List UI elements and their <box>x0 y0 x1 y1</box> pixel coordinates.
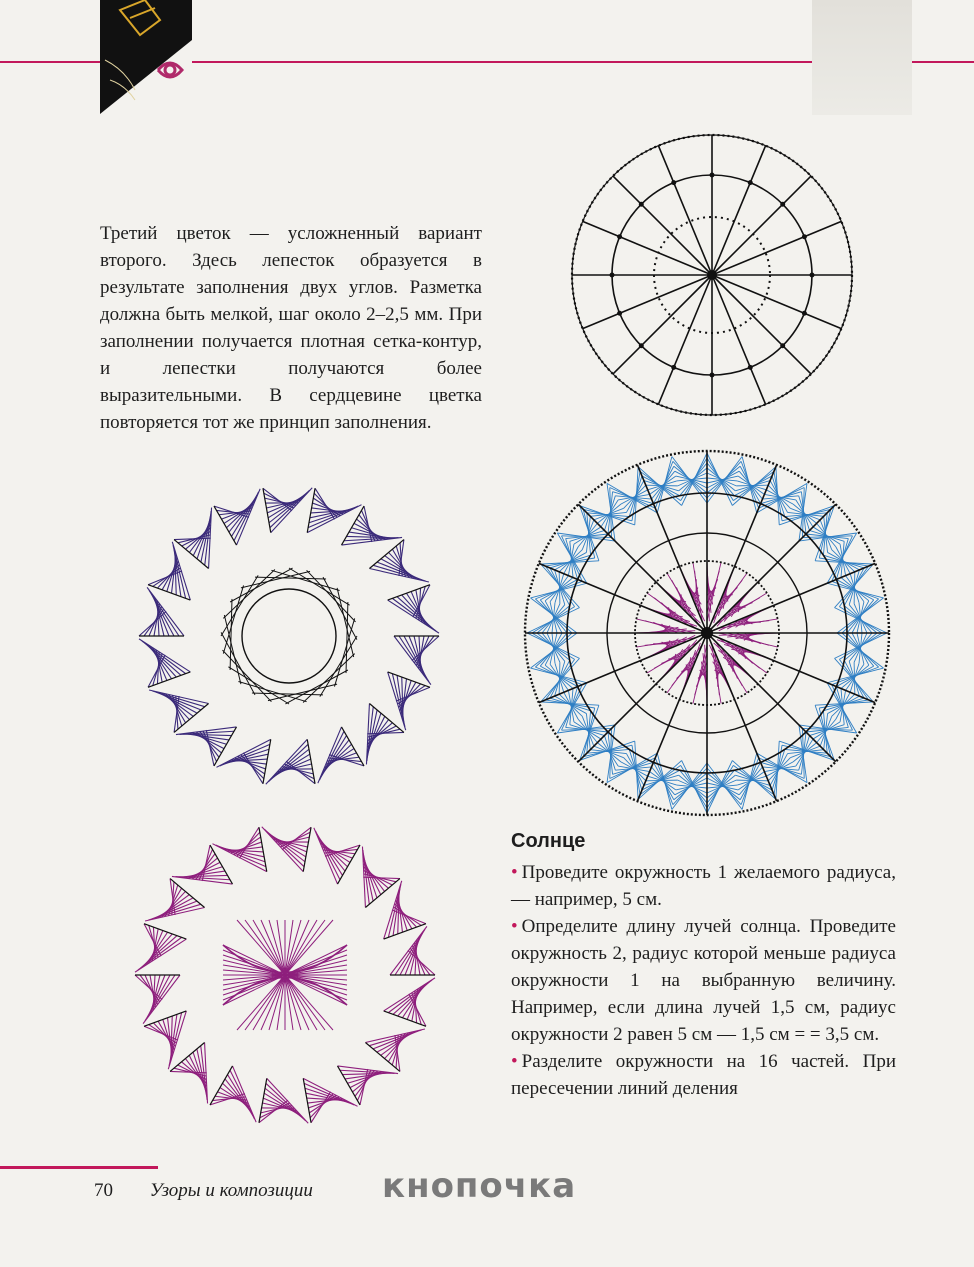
instruction-bullet-3: • Разделите окружности на 16 частей. При пересечении линий деления <box>511 1051 896 1099</box>
bullet-dot-icon: • <box>511 916 518 937</box>
instructions-column <box>511 828 896 1102</box>
flower-pattern-with-bow-core <box>130 820 450 1140</box>
page-number: 70 <box>94 1180 113 1201</box>
intro-paragraph: Третий цветок — усложненный вариант второго. Здесь лепесток образуется в результате заполнения двух углов. Разметка должна быть мелкой, шаг около 2–2,5 мм. При заполнении получается плотная сетка-контур, и лепестки получаются более выразительными. В сердцевине цветка повторяется тот же принцип заполнения. <box>100 223 482 433</box>
bullet-dot-icon: • <box>511 1051 518 1072</box>
embroidery-corner-image <box>100 0 192 114</box>
flower-pattern-with-ring-core <box>134 478 454 798</box>
footer-section-title: Узоры и композиции <box>149 1180 313 1201</box>
sun-layout-diagram <box>567 130 857 420</box>
sun-thread-pattern <box>522 448 892 818</box>
bottom-accent-rule <box>0 1166 158 1169</box>
bleed-through-shadow <box>812 0 912 115</box>
watermark-text: кнопочка <box>382 1166 577 1206</box>
bullet-dot-icon: • <box>511 862 518 883</box>
page-footer <box>94 1180 313 1202</box>
section-heading: Солнце <box>511 830 586 852</box>
instruction-bullet-1: • Проведите окружность 1 желаемого радиуса, — например, 5 см. <box>511 862 896 910</box>
instruction-bullet-2: • Определите длину лучей солнца. Проведите окружность 2, радиус которой меньше радиуса окружности 1 на выбранную величину. Например, если длина лучей 1,5 см, радиус окружности 2 равен 5 см — 1,5 см = = 3,5 см. <box>511 916 896 1045</box>
